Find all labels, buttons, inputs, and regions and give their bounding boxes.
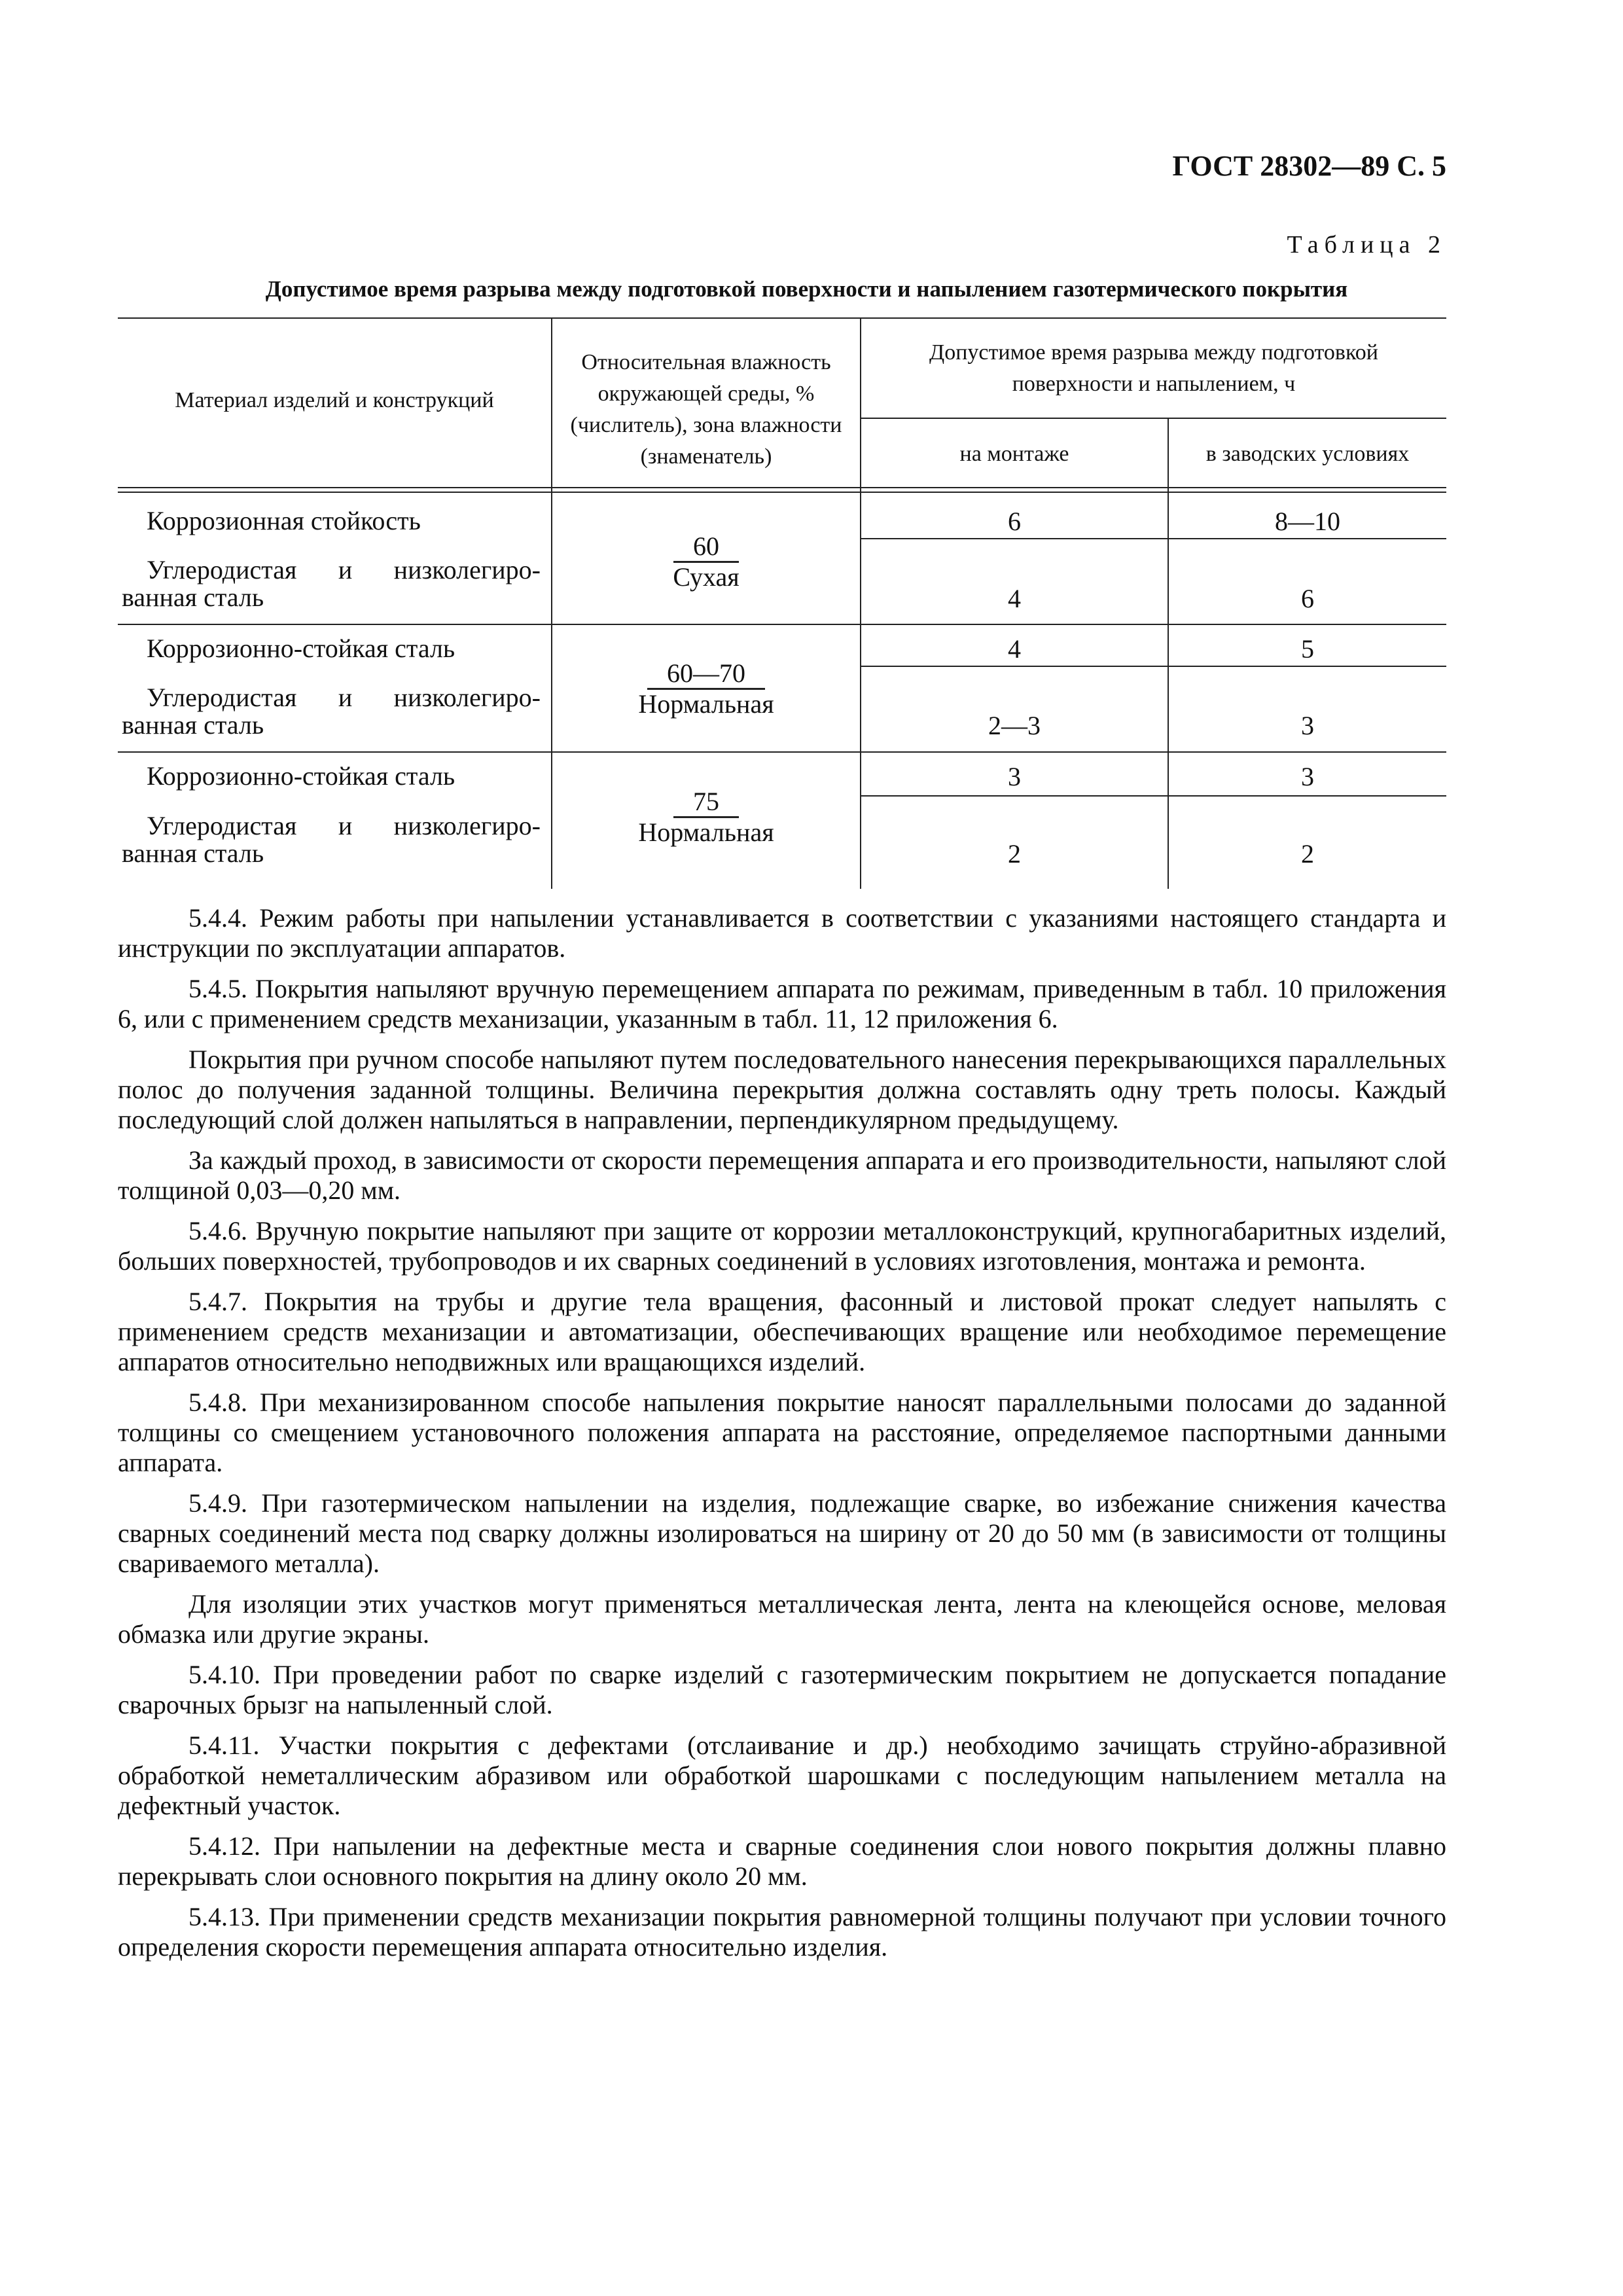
material-text: Углеродистая и низколегиро-	[147, 811, 541, 840]
material-text: Углеродистая и низколегиро-	[147, 683, 541, 712]
header-bottom-rule	[118, 487, 1446, 488]
material-text: ванная сталь	[122, 710, 264, 740]
header-on-site: на монтаже	[959, 442, 1069, 466]
humidity-table	[118, 317, 1446, 889]
group-rule	[118, 624, 1446, 625]
paragraph: 5.4.9. При газотермическом напылении на изделия, подлежащие сварке, во избежание снижения качества сварных соединений места под сварку должны изолироваться на ширину от 20 до 50 мм (в зависимости от толщины свариваемого металла).	[118, 1488, 1446, 1578]
material-text: Коррозионно-стойкая сталь	[147, 634, 455, 663]
factory-value: 3	[1301, 711, 1314, 740]
material-cell	[122, 812, 541, 867]
paragraph: 5.4.8. При механизированном способе напыления покрытие наносят параллельными полосами до заданной толщины со смещением установочного положения аппарата на расстояние, определяемое паспортными данными аппарата.	[118, 1388, 1446, 1477]
humidity-zone: Нормальная	[638, 817, 774, 847]
table-title: Допустимое время разрыва между подготовкой поверхности и напылением газотермического покрытия	[265, 276, 1348, 302]
header-time-line: Допустимое время разрыва между подготовкой	[929, 340, 1378, 365]
paragraph: 5.4.12. При напылении на дефектные места и сварные соединения слои нового покрытия должны плавно перекрывать слои основного покрытия на длину около 20 мм.	[118, 1831, 1446, 1891]
row-rule	[860, 538, 1446, 539]
body-text	[118, 903, 1446, 1973]
header-humidity-line: Относительная влажность	[581, 350, 831, 374]
humidity-zone: Сухая	[673, 562, 740, 592]
table-caption: Таблица 2	[1287, 231, 1446, 259]
paragraph: 5.4.7. Покрытия на трубы и другие тела вращения, фасонный и листовой прокат следует напылять с применением средств механизации и автоматизации, обеспечивающих вращение или необходимое перемещение аппаратов относительно неподвижных или вращающихся изделий.	[118, 1287, 1446, 1376]
material-cell	[122, 507, 541, 535]
header-humidity-line: окружающей среды, %	[597, 382, 815, 406]
header-time	[861, 337, 1446, 400]
humidity-fraction	[533, 659, 880, 719]
header-bottom-rule-2	[118, 492, 1446, 493]
header-humidity-line: (знаменатель)	[640, 444, 772, 469]
factory-value: 8—10	[1275, 507, 1340, 536]
humidity-numerator: 75	[673, 787, 739, 818]
header-humidity-line: (числитель), зона влажности	[570, 413, 842, 437]
on-site-value: 2	[1008, 839, 1021, 869]
factory-value: 5	[1301, 634, 1314, 664]
humidity-numerator: 60—70	[647, 659, 765, 690]
factory-value: 2	[1301, 839, 1314, 869]
header-factory: в заводских условиях	[1205, 442, 1410, 466]
paragraph: 5.4.4. Режим работы при напылении устанавливается в соответствии с указаниями настоящего стандарта и инструкции по эксплуатации аппаратов.	[118, 903, 1446, 963]
table-top-rule	[118, 317, 1446, 319]
paragraph: Покрытия при ручном способе напыляют путем последовательного нанесения перекрывающихся параллельных полос до получения заданной толщины. Величина перекрытия должна составлять одну треть полосы. Каждый последующий слой должен напыляться в направлении, перпендикулярном предыдущему.	[118, 1045, 1446, 1134]
paragraph: За каждый проход, в зависимости от скорости перемещения аппарата и его производительности, напыляют слой толщиной 0,03—0,20 мм.	[118, 1145, 1446, 1205]
on-site-value: 3	[1008, 762, 1021, 791]
row-rule	[860, 666, 1446, 667]
paragraph: Для изоляции этих участков могут применяться металлическая лента, лента на клеющейся основе, меловая обмазка или другие экраны.	[118, 1589, 1446, 1649]
on-site-value: 6	[1008, 507, 1021, 536]
material-text: Коррозионная стойкость	[147, 506, 421, 535]
material-cell	[122, 762, 541, 790]
group-rule	[118, 751, 1446, 753]
on-site-value: 4	[1008, 634, 1021, 664]
paragraph: 5.4.10. При проведении работ по сварке изделий с газотермическим покрытием не допускается попадание сварочных брызг на напыленный слой.	[118, 1660, 1446, 1719]
page-header: ГОСТ 28302—89 С. 5	[1172, 150, 1446, 182]
humidity-numerator: 60	[673, 532, 739, 563]
material-text: ванная сталь	[122, 583, 264, 612]
factory-value: 3	[1301, 762, 1314, 791]
header-material: Материал изделий и конструкций	[175, 388, 494, 412]
paragraph: 5.4.13. При применении средств механизации покрытия равномерной толщины получают при условии точного определения скорости перемещения аппарата относительно изделия.	[118, 1902, 1446, 1962]
header-time-line: поверхности и напылением, ч	[1012, 372, 1296, 396]
humidity-fraction	[533, 787, 880, 847]
material-cell	[122, 684, 541, 739]
row-rule	[860, 795, 1446, 797]
humidity-zone: Нормальная	[638, 689, 774, 719]
material-text: Коррозионно-стойкая сталь	[147, 761, 455, 791]
material-cell	[122, 556, 541, 611]
factory-value: 6	[1301, 584, 1314, 613]
header-humidity	[552, 347, 860, 473]
on-site-value: 2—3	[988, 711, 1041, 740]
on-site-value: 4	[1008, 584, 1021, 613]
paragraph: 5.4.11. Участки покрытия с дефектами (отслаивание и др.) необходимо зачищать струйно-абразивной обработкой неметаллическим абразивом или обработкой шарошками с последующим напылением металла на дефектный участок.	[118, 1731, 1446, 1820]
material-text: Углеродистая и низколегиро-	[147, 555, 541, 584]
humidity-fraction	[533, 532, 880, 592]
material-text: ванная сталь	[122, 838, 264, 868]
paragraph: 5.4.6. Вручную покрытие напыляют при защите от коррозии металлоконструкций, крупногабаритных изделий, больших поверхностей, трубопроводов и их сварных соединений в условиях изготовления, монтажа и ремонта.	[118, 1216, 1446, 1276]
paragraph: 5.4.5. Покрытия напыляют вручную перемещением аппарата по режимам, приведенным в табл. 10 приложения 6, или с применением средств механизации, указанным в табл. 11, 12 приложения 6.	[118, 974, 1446, 1033]
material-cell	[122, 635, 541, 662]
header-sub-rule	[860, 418, 1446, 419]
